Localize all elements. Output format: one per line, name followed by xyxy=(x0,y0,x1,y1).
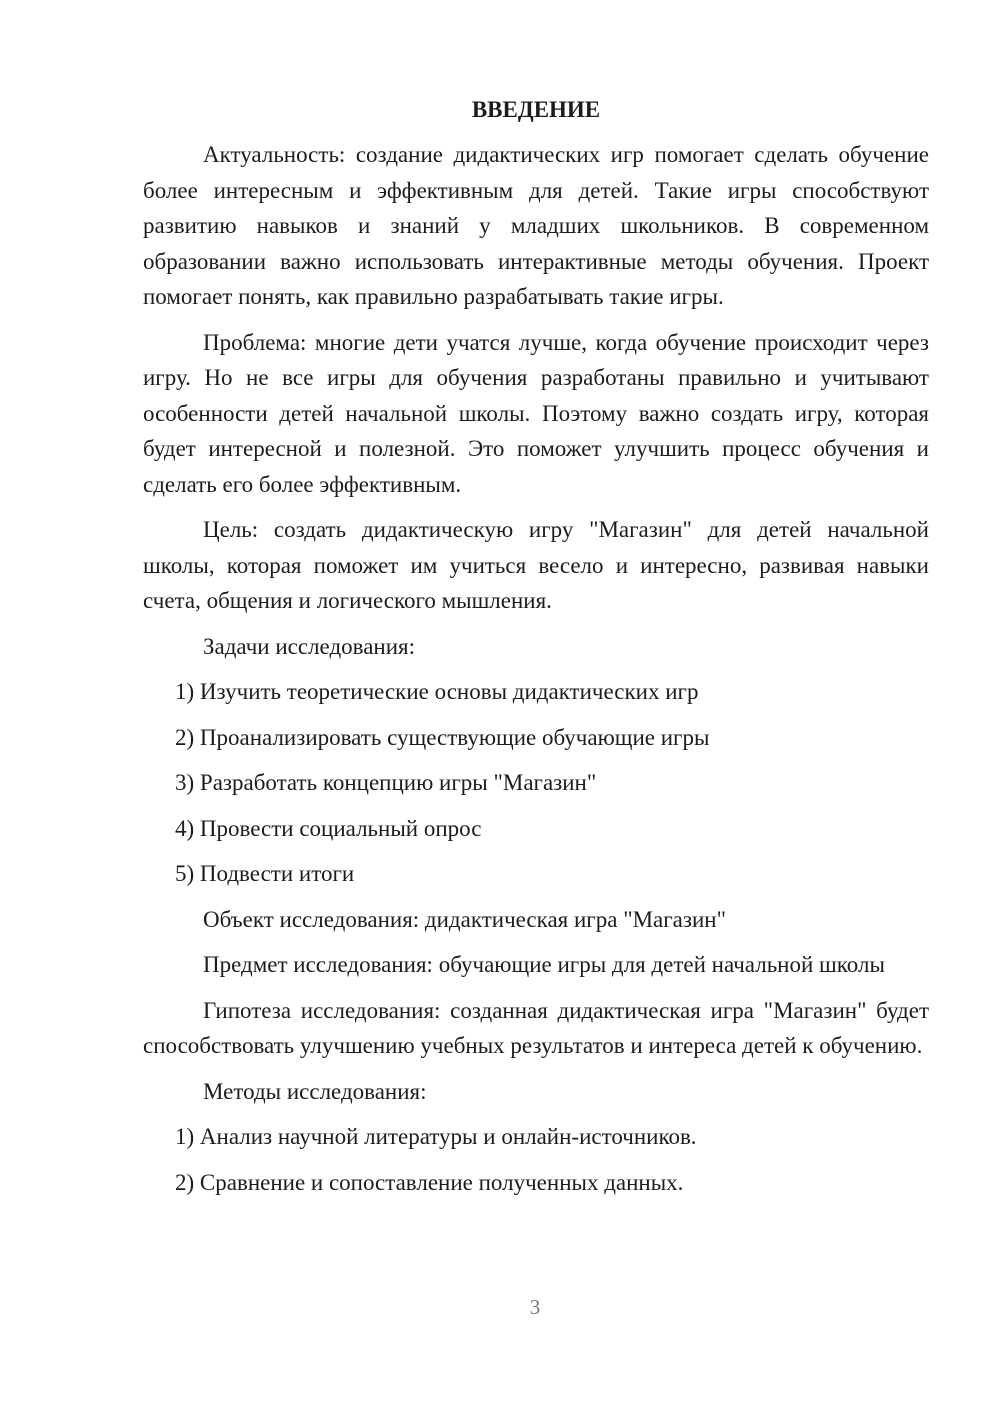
task-item: 5) Подвести итоги xyxy=(175,861,355,886)
relevance-paragraph: Актуальность: создание дидактических игр помогает сделать обучение более интересным и эффективным для детей. Такие игры способствуют развитию навыков и знаний у младших школьников. В современном образовании важно использовать интерактивные методы обучения. Проект помогает понять, как правильно разрабатывать такие игры. xyxy=(143,142,929,309)
methods-heading: Методы исследования: xyxy=(203,1078,427,1104)
method-item: 2) Сравнение и сопоставление полученных данных. xyxy=(175,1169,684,1195)
section-title: ВВЕДЕНИЕ xyxy=(471,97,601,122)
hypothesis-paragraph: Гипотеза исследования: созданная дидактическая игра "Магазин" будет способствовать улучшению учебных результатов и интереса детей к обучению. xyxy=(143,997,929,1058)
task-item: 2) Проанализировать существующие обучающие игры xyxy=(175,724,710,750)
problem-paragraph: Проблема: многие дети учатся лучше, когда обучение происходит через игру. Но не все игры для обучения разработаны правильно и учитывают особенности детей начальной школы. Поэтому важно создать игру, которая будет интересной и полезной. Это поможет улучшить процесс обучения и сделать его более эффективным. xyxy=(143,329,929,497)
task-item: 3) Разработать концепцию игры "Магазин" xyxy=(175,770,597,795)
object-paragraph: Объект исследования: дидактическая игра "Магазин" xyxy=(203,906,726,932)
goal-paragraph: Цель: создать дидактическую игру "Магазин" для детей начальной школы, которая поможет им учиться весело и интересно, развивая навыки счета, общения и логического мышления. xyxy=(143,517,929,613)
page-number: 3 xyxy=(529,1295,541,1319)
subject-paragraph: Предмет исследования: обучающие игры для детей начальной школы xyxy=(203,952,885,977)
document-page xyxy=(143,92,929,1210)
task-item: 4) Провести социальный опрос xyxy=(175,815,482,841)
tasks-heading: Задачи исследования: xyxy=(203,633,416,659)
task-item: 1) Изучить теоретические основы дидактических игр xyxy=(175,679,699,704)
method-item: 1) Анализ научной литературы и онлайн-источников. xyxy=(175,1124,697,1149)
